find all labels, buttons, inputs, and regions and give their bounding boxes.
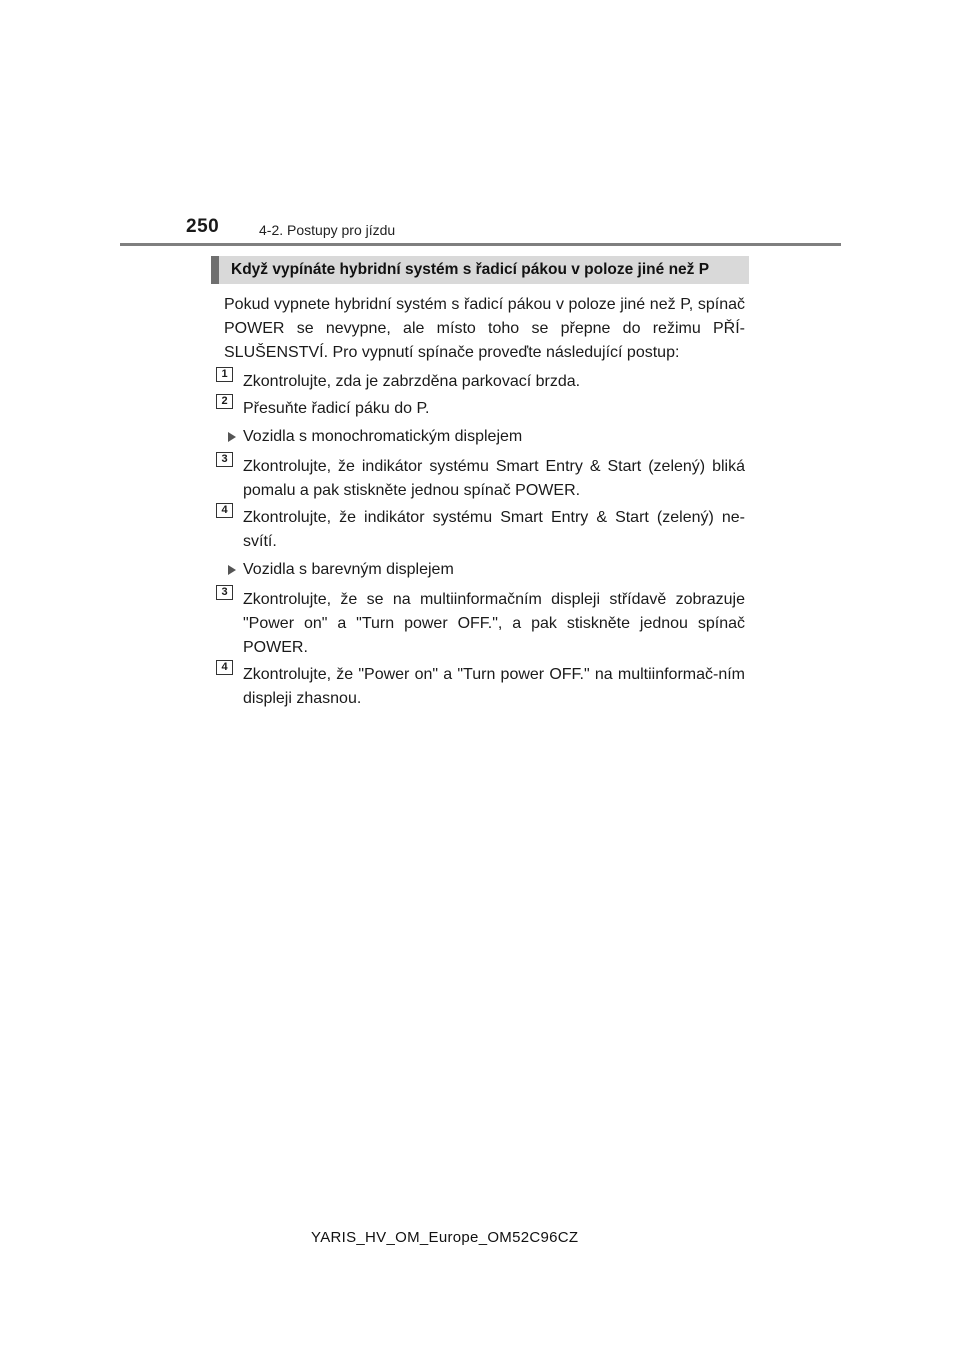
content	[221, 293, 745, 714]
step-4-mono	[221, 504, 745, 554]
step-number-box: 4	[216, 503, 233, 518]
sub-heading-mono	[224, 425, 745, 449]
step-number-box: 1	[216, 367, 233, 382]
section-heading-text: Když vypínáte hybridní systém s řadicí pákou v poloze jiné než P	[231, 261, 710, 278]
step-2	[221, 395, 745, 421]
intro-paragraph: Pokud vypnete hybridní systém s řadicí pákou v poloze jiné než P, spínač POWER se nevypne, ale místo toho se přepne do režimu PŘÍ-SLUŠENSTVÍ. Pro vypnutí spínače proveďte následující postup:	[224, 296, 745, 361]
step-text: Zkontrolujte, že indikátor systému Smart Entry & Start (zelený) bliká pomalu a pak stiskněte jednou spínač POWER.	[243, 458, 745, 499]
step-1	[221, 368, 745, 394]
sub-heading-text: Vozidla s barevným displejem	[243, 561, 454, 578]
step-number-box: 3	[216, 452, 233, 467]
header-rule	[120, 243, 841, 246]
sub-heading-color	[224, 558, 745, 582]
step-number-box: 2	[216, 394, 233, 409]
section-label: 4-2. Postupy pro jízdu	[259, 222, 396, 238]
step-text: Zkontrolujte, zda je zabrzděna parkovací brzda.	[243, 373, 581, 390]
sub-heading-text: Vozidla s monochromatickým displejem	[243, 428, 523, 445]
step-text: Zkontrolujte, že indikátor systému Smart Entry & Start (zelený) ne-svítí.	[243, 509, 745, 550]
step-text: Přesuňte řadicí páku do P.	[243, 400, 430, 417]
step-3-color	[221, 586, 745, 660]
step-number-box: 4	[216, 660, 233, 675]
arrow-right-icon	[228, 432, 236, 442]
step-number-box: 3	[216, 585, 233, 600]
section-heading	[211, 256, 749, 284]
step-4-color	[221, 661, 745, 711]
arrow-right-icon	[228, 565, 236, 575]
page-number: 250	[186, 216, 220, 237]
step-3-mono	[221, 453, 745, 503]
footer-document-id: YARIS_HV_OM_Europe_OM52C96CZ	[311, 1229, 579, 1246]
step-text: Zkontrolujte, že "Power on" a "Turn power OFF." na multiinformač-ním displeji zhasnou.	[243, 666, 745, 707]
step-text: Zkontrolujte, že se na multiinformačním displeji střídavě zobrazuje "Power on" a "Turn power OFF.", a pak stiskněte jednou spínač POWER.	[243, 591, 745, 656]
